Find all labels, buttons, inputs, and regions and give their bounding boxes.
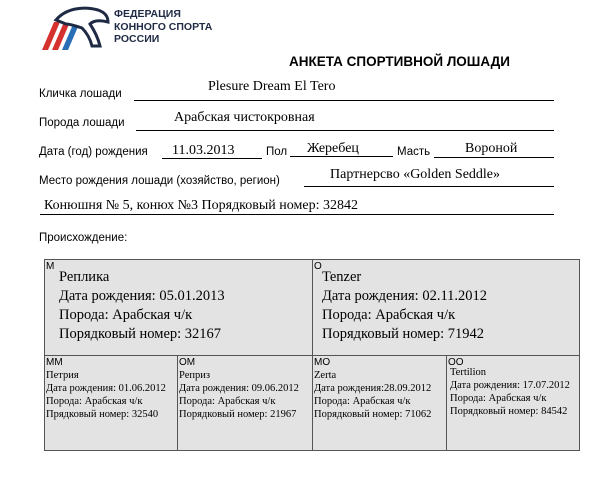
mother-breed: Порода: Арабская ч/к	[59, 307, 193, 323]
horse-head-logo-icon	[40, 4, 112, 52]
mm-breed: Порода: Арабская ч/к	[46, 396, 143, 407]
om-number: Порядковый номер: 21967	[179, 409, 297, 420]
om-breed: Порода: Арабская ч/к	[179, 396, 276, 407]
mother-code: М	[46, 261, 55, 272]
color-value[interactable]: Вороной	[465, 141, 518, 156]
breed-value[interactable]: Арабская чистокровная	[174, 110, 315, 125]
oo-code: ОО	[448, 357, 464, 368]
father-dob: Дата рождения: 02.11.2012	[322, 288, 488, 304]
stable-value[interactable]: Конюшня № 5, конюх №3 Порядковый номер: 32842	[44, 198, 358, 213]
oo-breed: Порода: Арабская ч/к	[450, 393, 547, 404]
color-label: Масть	[397, 146, 431, 158]
mo-number: Порядковый номер: 71062	[314, 409, 432, 420]
pedigree-om-cell	[178, 356, 312, 450]
om-dob: Дата рождения: 09.06.2012	[179, 383, 299, 394]
pedigree-table	[44, 259, 580, 451]
om-code: ОМ	[179, 357, 196, 368]
mo-dob: Дата рождения:28.09.2012	[314, 383, 432, 394]
federation-logo	[40, 4, 112, 52]
color-underline	[434, 157, 554, 158]
logo-line-1: ФЕДЕРАЦИЯ	[114, 8, 181, 20]
dob-label: Дата (год) рождения	[39, 146, 148, 158]
father-number: Порядковый номер: 71942	[322, 326, 485, 342]
oo-dob: Дата рождения: 17.07.2012	[450, 380, 570, 391]
dob-value[interactable]: 11.03.2013	[172, 143, 235, 158]
pedigree-mother-cell	[45, 260, 312, 355]
om-name[interactable]: Реприз	[179, 370, 210, 381]
mm-name[interactable]: Петрия	[46, 370, 79, 381]
stable-underline	[40, 214, 554, 215]
oo-number: Порядковый номер: 84542	[450, 406, 568, 417]
birthplace-value[interactable]: Партнерсво «Golden Seddle»	[330, 167, 501, 182]
breed-underline	[136, 130, 554, 131]
oo-name[interactable]: Tertilion	[450, 367, 487, 378]
pedigree-mo-cell	[313, 356, 446, 450]
origin-label: Происхождение:	[39, 232, 128, 244]
father-breed: Порода: Арабская ч/к	[322, 307, 456, 323]
federation-name	[114, 8, 212, 46]
name-label: Кличка лошади	[39, 88, 122, 100]
birthplace-underline	[304, 186, 554, 187]
breed-label: Порода лошади	[39, 117, 125, 129]
birthplace-label: Место рождения лошади (хозяйство, регион)	[39, 175, 280, 187]
sex-value[interactable]: Жеребец	[307, 141, 359, 156]
mo-name[interactable]: Zerta	[314, 370, 337, 381]
mm-code: ММ	[46, 357, 63, 368]
logo-line-3: РОССИИ	[114, 33, 160, 45]
mother-dob: Дата рождения: 05.01.2013	[59, 288, 225, 304]
father-name[interactable]: Tenzer	[322, 269, 362, 285]
mo-breed: Порода: Арабская ч/к	[314, 396, 411, 407]
sex-label: Пол	[266, 146, 288, 158]
name-value[interactable]: Plesure Dream El Tero	[208, 79, 336, 94]
father-code: О	[314, 261, 322, 272]
pedigree-mm-cell	[45, 356, 177, 450]
mother-name[interactable]: Реплика	[59, 269, 110, 285]
logo-line-2: КОННОГО СПОРТА	[114, 20, 213, 33]
form-title: АНКЕТА СПОРТИВНОЙ ЛОШАДИ	[289, 54, 510, 69]
pedigree-father-cell	[313, 260, 579, 355]
mo-code: МО	[314, 357, 331, 368]
name-underline	[134, 100, 554, 101]
pedigree-oo-cell	[447, 356, 579, 450]
mm-number: Прядковый номер: 32540	[46, 409, 159, 420]
mm-dob: Дата рождения: 01.06.2012	[46, 383, 166, 394]
mother-number: Порядковый номер: 32167	[59, 326, 222, 342]
